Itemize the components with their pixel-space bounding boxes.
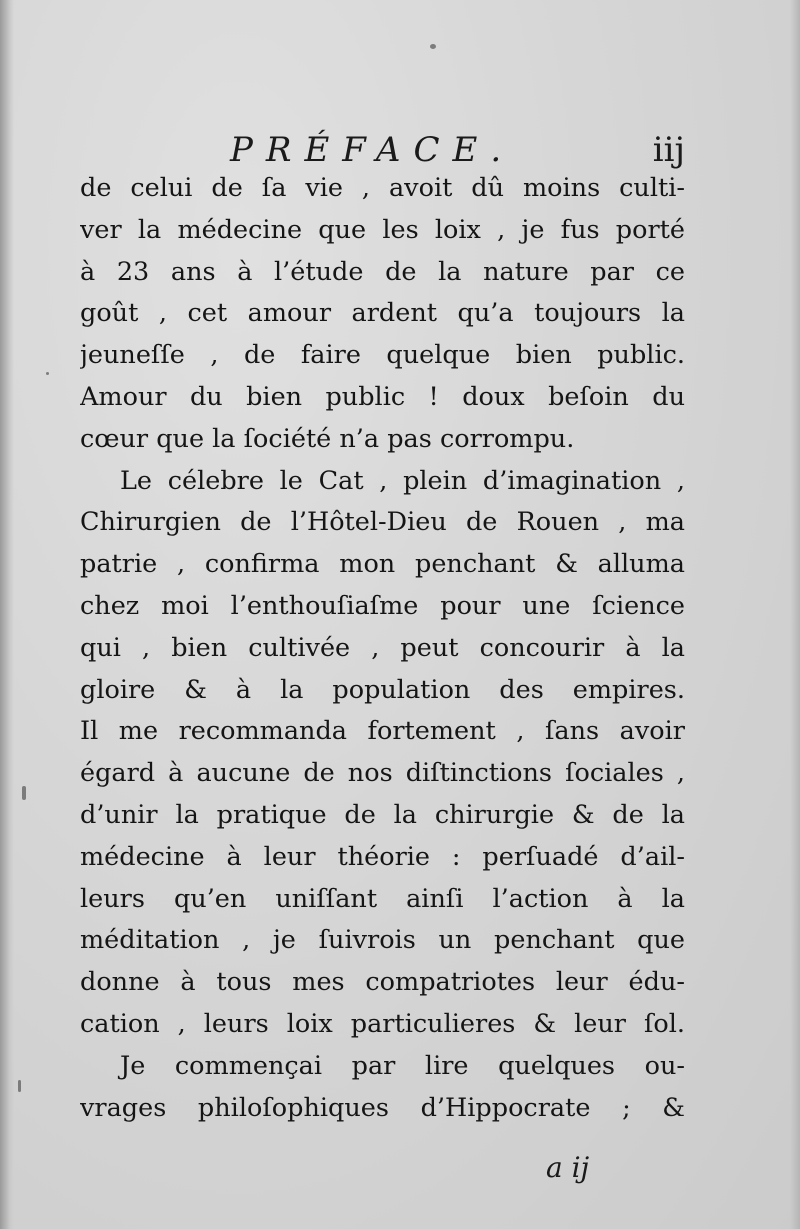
text-line: cation , leurs loix particulieres & leur ſol. <box>80 1008 685 1039</box>
text-line: goût , cet amour ardent qu’a toujours la <box>80 298 685 329</box>
text-line: médecine à leur théorie : perſuadé d’ail- <box>80 841 685 872</box>
text-line: Chirurgien de l’Hôtel-Dieu de Rouen , ma <box>80 507 685 538</box>
text-line: Amour du bien public ! doux beſoin du <box>80 381 685 412</box>
text-line: cœur que la ſociété n’a pas corrompu. <box>80 423 575 454</box>
text-line: ver la médecine que les loix , je fus porté <box>80 214 685 245</box>
page-header <box>80 128 685 172</box>
text-line: de celui de ſa vie , avoit dû moins culti- <box>80 173 685 203</box>
page-right-edge-shadow <box>790 0 800 1229</box>
ink-speck <box>46 372 49 375</box>
text-line: jeuneſſe , de faire quelque bien public. <box>80 340 685 371</box>
text-line: chez moi l’enthouſiaſme pour une ſcience <box>80 590 685 621</box>
ink-speck <box>18 1080 21 1092</box>
text-line: méditation , je ſuivrois un penchant que <box>80 925 685 956</box>
text-line: d’unir la pratique de la chirurgie & de la <box>80 799 685 830</box>
body-text <box>80 168 685 1129</box>
text-line: égard à aucune de nos diſtinctions ſociales , <box>80 758 685 789</box>
ink-speck <box>22 786 26 800</box>
text-line: donne à tous mes compatriotes leur édu- <box>80 967 685 998</box>
signature-mark: a ij <box>546 1151 590 1184</box>
text-line: patrie , confirma mon penchant & alluma <box>80 549 685 580</box>
page-number: iij <box>652 130 685 170</box>
text-line: Il me recommanda fortement , ſans avoir <box>80 716 685 747</box>
ink-speck <box>430 44 436 49</box>
text-line: gloire & à la population des empires. <box>80 674 685 705</box>
text-line: qui , bien cultivée , peut concourir à la <box>80 632 685 663</box>
running-title: PRÉFACE. <box>230 130 515 170</box>
page-left-edge-shadow <box>0 0 14 1229</box>
text-line: à 23 ans à l’étude de la nature par ce <box>80 256 685 287</box>
text-line: leurs qu’en uniſſant ainſi l’action à la <box>80 883 685 914</box>
text-line: Je commençai par lire quelques ou- <box>120 1050 685 1081</box>
text-line: Le célebre le Cat , plein d’imagination , <box>120 465 685 496</box>
text-line: vrages philoſophiques d’Hippocrate ; & <box>80 1092 685 1123</box>
